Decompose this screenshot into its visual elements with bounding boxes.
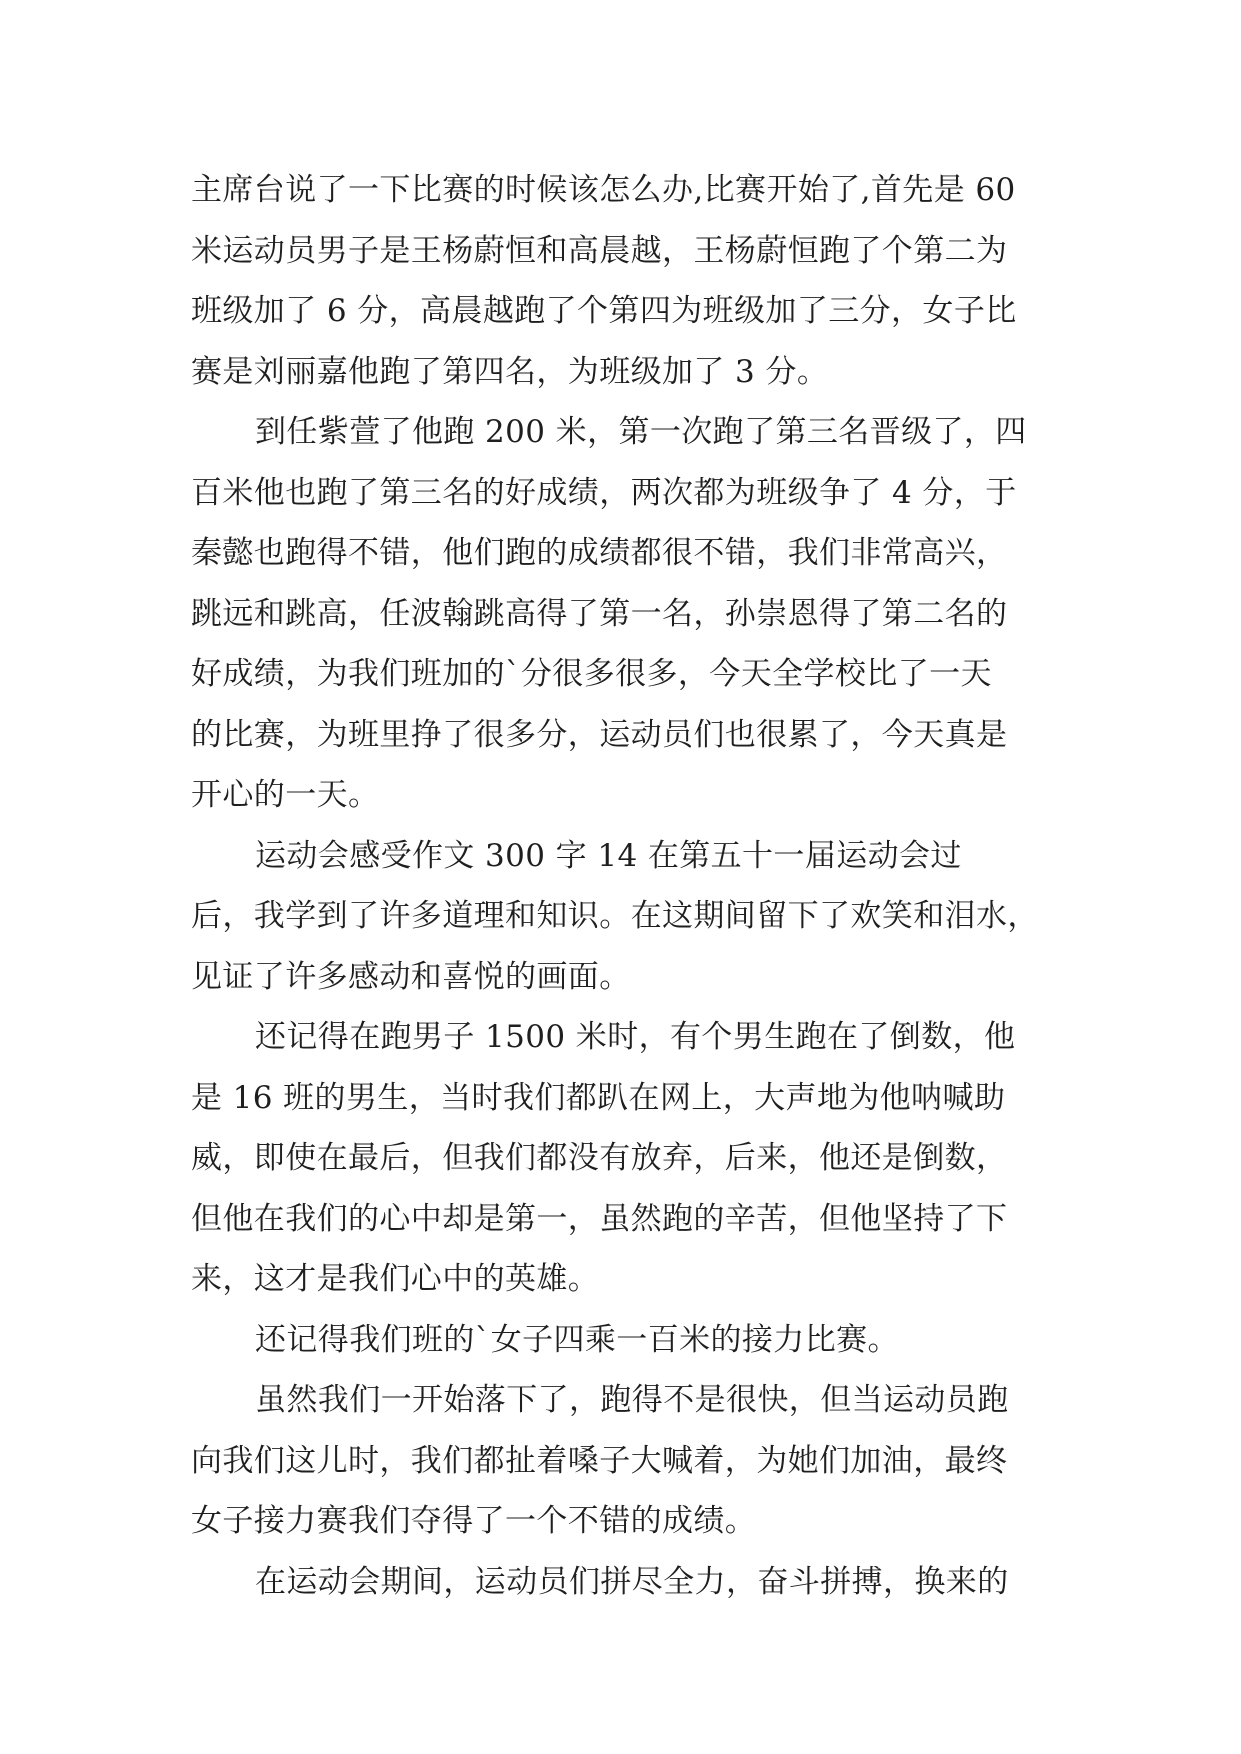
document-body xyxy=(191,160,1061,1612)
text-line: 赛是刘丽嘉他跑了第四名，为班级加了 3 分。 xyxy=(191,353,829,390)
paragraph-first-line: 在运动会期间，运动员们拼尽全力，奋斗拼搏，换来的 xyxy=(255,1563,1009,1600)
paragraph-first-line: 还记得我们班的`女子四乘一百米的接力比赛。 xyxy=(255,1321,899,1358)
text-line: 但他在我们的心中却是第一，虽然跑的辛苦，但他坚持了下 xyxy=(191,1200,1008,1237)
text-line: 向我们这儿时，我们都扯着嗓子大喊着，为她们加油，最终 xyxy=(191,1442,1008,1479)
text-line: 威，即使在最后，但我们都没有放弃，后来，他还是倒数， xyxy=(191,1140,1008,1176)
text-line: 是 16 班的男生，当时我们都趴在网上，大声地为他呐喊助 xyxy=(191,1079,1006,1116)
text-line: 跳远和跳高，任波翰跳高得了第一名，孙崇恩得了第二名的 xyxy=(191,595,1008,632)
text-line: 来，这才是我们心中的英雄。 xyxy=(191,1261,600,1297)
text-line: 女子接力赛我们夺得了一个不错的成绩。 xyxy=(191,1503,757,1539)
text-line: 好成绩，为我们班加的`分很多很多，今天全学校比了一天 xyxy=(191,656,992,692)
text-line: 后，我学到了许多道理和知识。在这期间留下了欢笑和泪水， xyxy=(191,898,1039,934)
text-line: 的比赛，为班里挣了很多分，运动员们也很累了，今天真是 xyxy=(191,716,1008,753)
text-line: 开心的一天。 xyxy=(191,777,380,813)
paragraph-first-line: 到任紫萱了他跑 200 米，第一次跑了第三名晋级了，四 xyxy=(255,414,1027,450)
text-line: 百米他也跑了第三名的好成绩，两次都为班级争了 4 分，于 xyxy=(191,474,1017,511)
text-line: 班级加了 6 分，高晨越跑了个第四为班级加了三分，女子比 xyxy=(191,293,1017,329)
text-line: 见证了许多感动和喜悦的画面。 xyxy=(191,958,631,995)
text-line: 秦懿也跑得不错，他们跑的成绩都很不错，我们非常高兴， xyxy=(191,535,1008,571)
text-line: 米运动员男子是王杨蔚恒和高晨越，王杨蔚恒跑了个第二为 xyxy=(191,232,1008,269)
text-line: 主席台说了一下比赛的时候该怎么办,比赛开始了,首先是 60 xyxy=(191,172,1016,208)
paragraph-first-line: 运动会感受作文 300 字 14 在第五十一届运动会过 xyxy=(255,837,962,874)
paragraph-first-line: 虽然我们一开始落下了，跑得不是很快，但当运动员跑 xyxy=(255,1382,1009,1418)
paragraph-first-line: 还记得在跑男子 1500 米时，有个男生跑在了倒数，他 xyxy=(255,1019,1016,1055)
